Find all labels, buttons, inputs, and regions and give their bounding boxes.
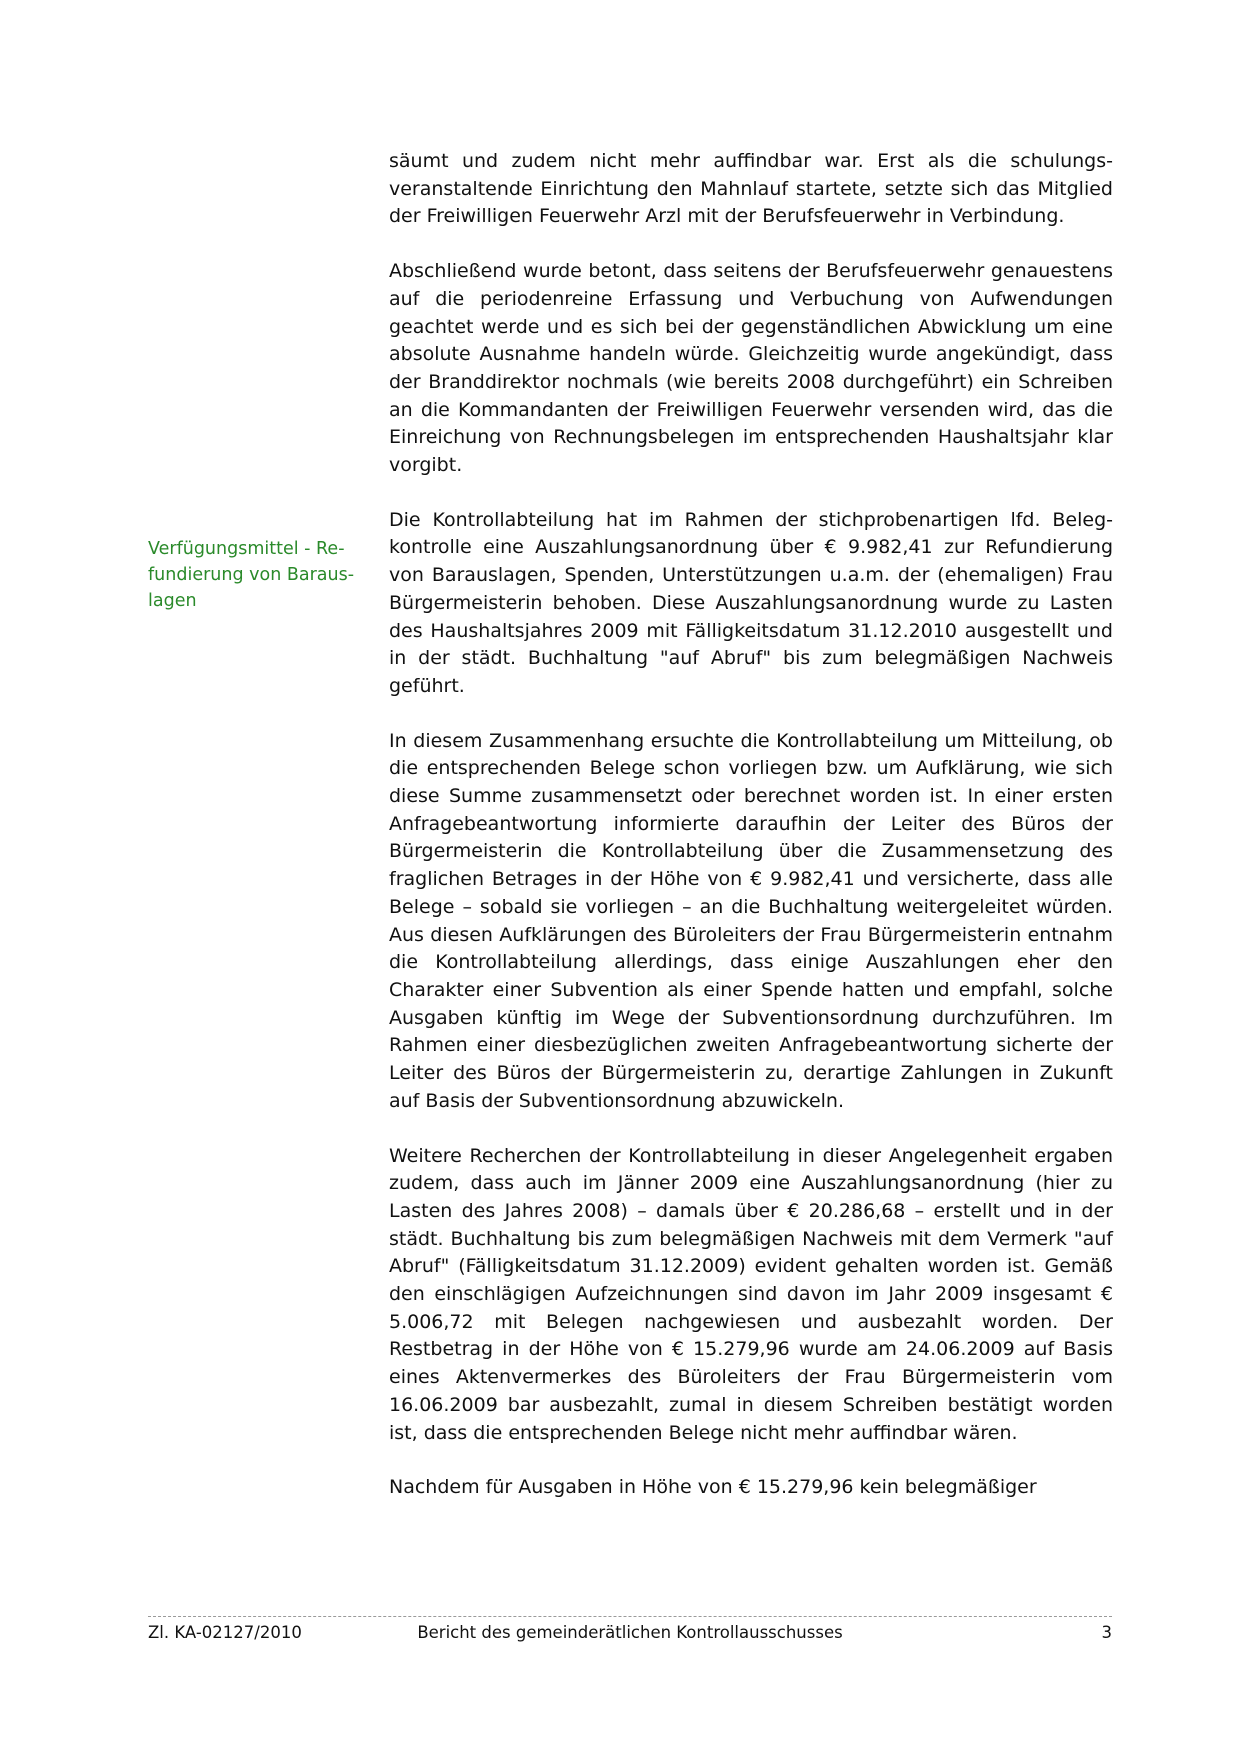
paragraph-4: In diesem Zusammenhang ersuchte die Kontrollabteilung um Mitteilung, ob die entsprechenden Belege schon vorliegen bzw. um Aufklärung, wie sich diese Summe zusammensetzt oder berechnet worden ist. In einer ersten Anfragebeantwortung informierte daraufhin der Leiter des Büros der Bürgermeisterin die Kontrollabteilung über die Zusammensetzung des fraglichen Betrages in der Höhe von € 9.982,41 und versicherte, dass alle Belege – sobald sie vorliegen – an die Buchhaltung weitergeleitet würden. Aus diesen Aufklärungen des Büroleiters der Frau Bürgermeisterin entnahm die Kontrollabteilung allerdings, dass einige Auszahlungen eher den Charakter einer Subvention als einer Spende hatten und empfahl, solche Ausgaben künftig im Wege der Subventionsordnung durchzuführen. Im Rahmen einer diesbezüglichen zweiten Anfragebeantwortung sicherte der Leiter des Büros der Bürgermeisterin zu, derartige Zahlungen in Zukunft auf Basis der Subventionsordnung abzuwickeln. — [389, 729, 1113, 1112]
paragraph-6: Nachdem für Ausgaben in Höhe von € 15.279,96 kein belegmäßiger — [389, 1476, 1037, 1499]
paragraph-2: Abschließend wurde betont, dass seitens der Berufsfeuerwehr genauestens auf die periodenreine Erfassung und Verbuchung von Aufwendungen geachtet werde und es sich bei der gegenständlichen Abwicklung um eine absolute Ausnahme handeln würde. Gleichzeitig wurde angekündigt, dass der Branddirektor nochmals (wie bereits 2008 durchgeführt) ein Schreiben an die Kommandanten der Freiwilligen Feuerwehr versenden wird, das die Einreichung von Rechnungsbelegen im entsprechenden Haushaltsjahr klar vorgibt. — [389, 260, 1113, 477]
paragraph-3: Die Kontrollabteilung hat im Rahmen der stichprobenartigen lfd. Belegkontrolle eine Auszahlungsanordnung über € 9.982,41 zur Refundierung von Barauslagen, Spenden, Unterstützungen u.a.m. der (ehemaligen) Frau Bürgermeisterin behoben. Diese Auszahlungsanordnung wurde zu Lasten des Haushaltsjahres 2009 mit Fälligkeitsdatum 31.12.2010 ausgestellt und in der städt. Buchhaltung "auf Abruf" bis zum belegmäßigen Nachweis geführt. — [389, 508, 1113, 697]
margin-note-heading: Verfügungsmittel - Refundierung von Barauslagen — [148, 539, 355, 611]
main-text-column — [389, 148, 1113, 1529]
footer-reference: Zl. KA-02127/2010 — [148, 1623, 302, 1642]
footer-page-number: 3 — [1101, 1623, 1112, 1642]
footer-divider — [148, 1616, 1112, 1617]
paragraph-1: säumt und zudem nicht mehr auffindbar war. Erst als die schulungsveranstaltende Einrichtung den Mahnlauf startete, setzte sich das Mitglied der Freiwilligen Feuerwehr Arzl mit der Berufsfeuerwehr in Verbindung. — [389, 150, 1113, 228]
footer-title: Bericht des gemeinderätlichen Kontrollausschusses — [417, 1623, 843, 1642]
paragraph-5: Weitere Recherchen der Kontrollabteilung in dieser Angelegenheit ergaben zudem, dass auch im Jänner 2009 eine Auszahlungsanordnung (hier zu Lasten des Jahres 2008) – damals über € 20.286,68 – erstellt und in der städt. Buchhaltung bis zum belegmäßigen Nachweis mit dem Vermerk "auf Abruf" (Fälligkeitsdatum 31.12.2009) evident gehalten worden ist. Gemäß den einschlägigen Aufzeichnungen sind davon im Jahr 2009 insgesamt € 5.006,72 mit Belegen nachgewiesen und ausbezahlt worden. Der Restbetrag in der Höhe von € 15.279,96 wurde am 24.06.2009 auf Basis eines Aktenvermerkes des Büroleiters der Frau Bürgermeisterin vom 16.06.2009 bar ausbezahlt, zumal in diesem Schreiben bestätigt worden ist, dass die entsprechenden Belege nicht mehr auffindbar wären. — [389, 1144, 1113, 1444]
